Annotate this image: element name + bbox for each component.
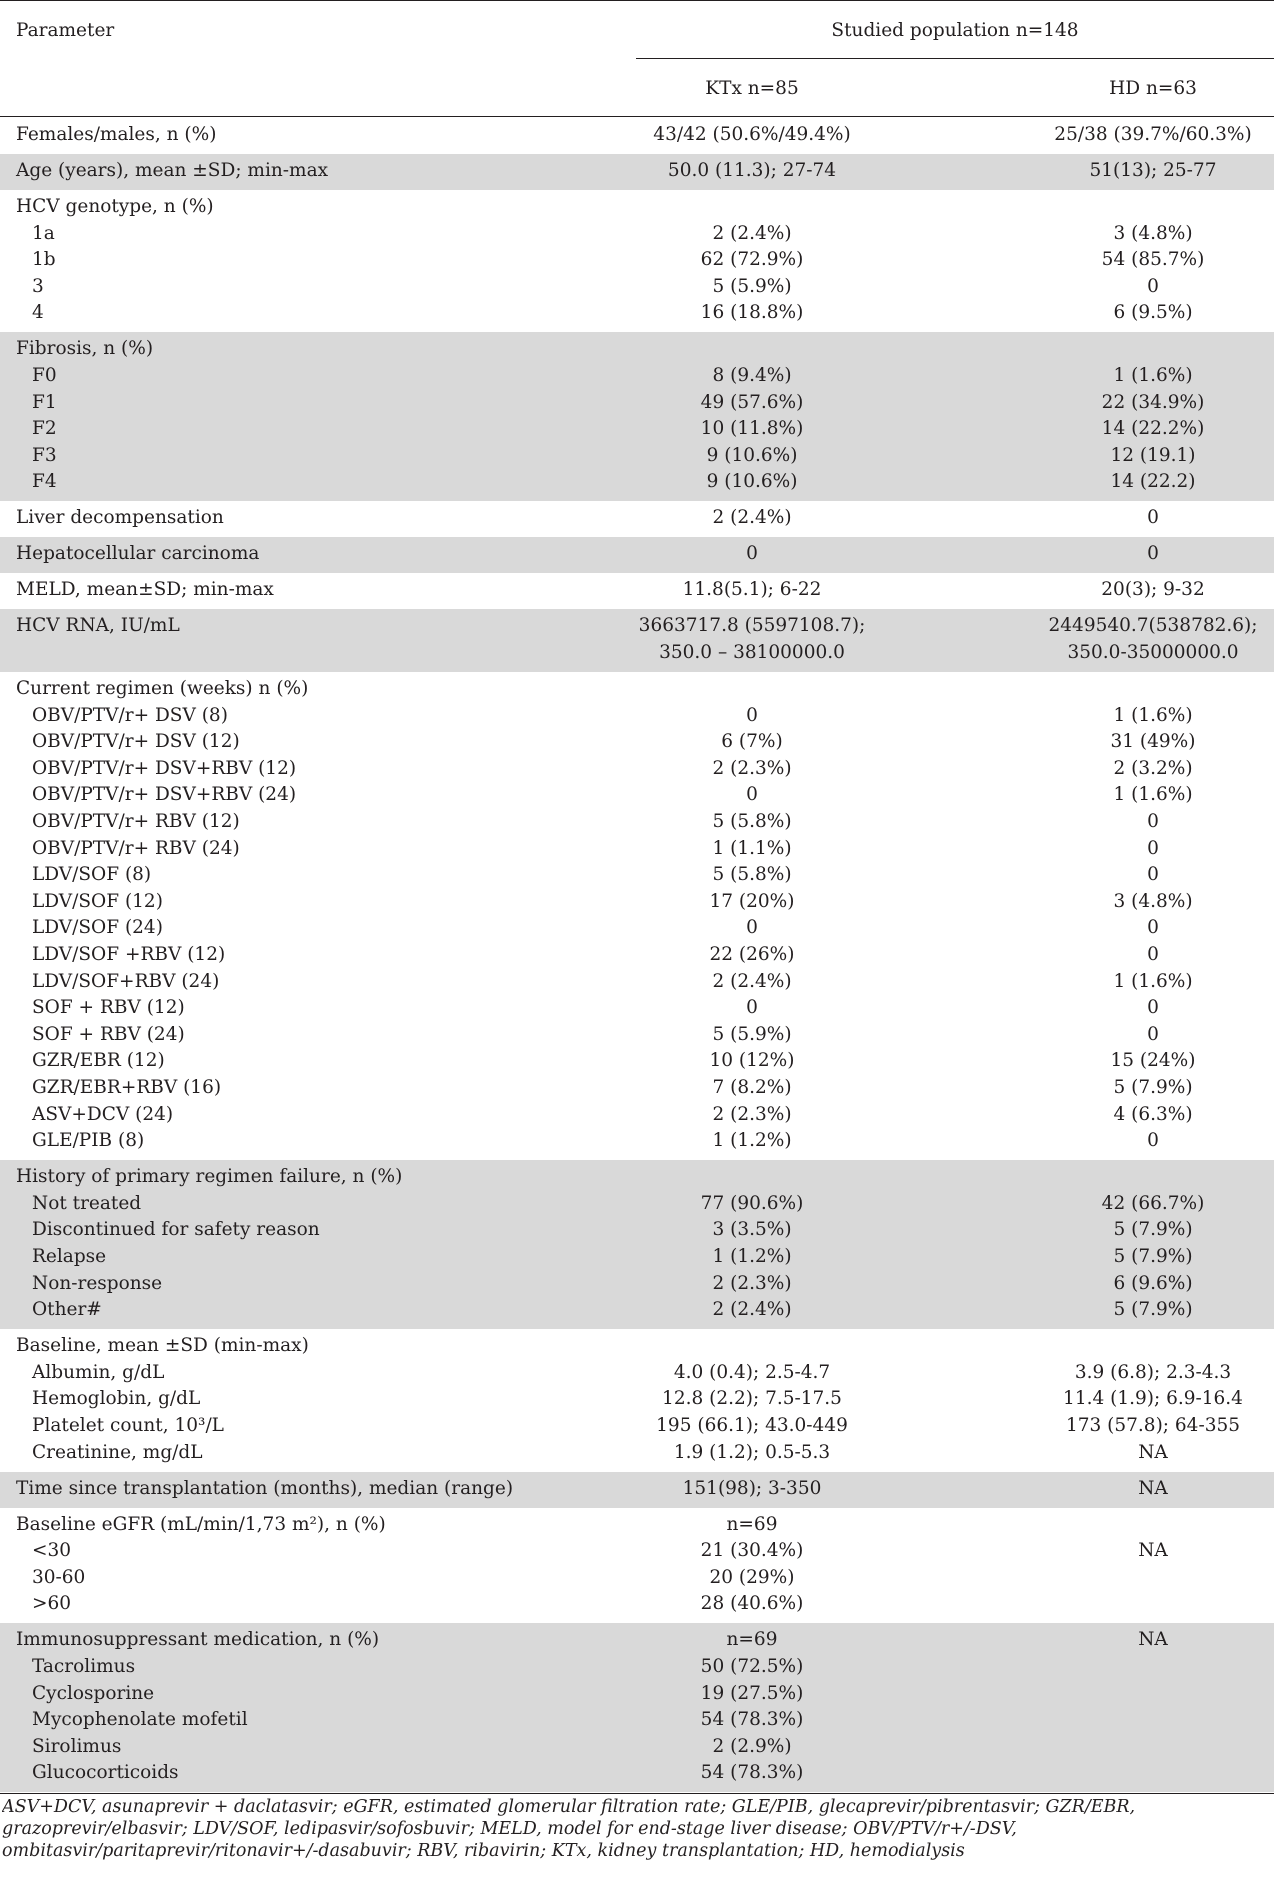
row-label: Non-response [32, 1272, 163, 1294]
hd-value: 0 [1147, 944, 1159, 965]
hd-value: 25/38 (39.7%/60.3%) [1054, 124, 1252, 145]
ktx-value: 28 (40.6%) [700, 1593, 804, 1615]
ktx-value: 17 (20%) [709, 890, 795, 912]
ktx-value: 50 (72.5%) [700, 1656, 804, 1677]
row-label: Liver decompensation [16, 507, 224, 529]
hd-value: 5 (7.9%) [1113, 1246, 1193, 1267]
hd-value: NA [1138, 1629, 1168, 1651]
row-label: Immunosuppressant medication, n (%) [16, 1629, 380, 1651]
ktx-value: 16 (18.8%) [700, 302, 804, 324]
row-label: F4 [32, 471, 57, 493]
studied-population-header: Studied population n=148 [831, 20, 1079, 41]
ktx-value: 2 (2.4%) [712, 507, 792, 529]
row-label: LDV/SOF+RBV (24) [32, 970, 220, 992]
hd-value: 0 [1147, 864, 1159, 886]
row-label: Discontinued for safety reason [32, 1219, 320, 1241]
ktx-value: 62 (72.9%) [700, 249, 804, 271]
ktx-value: 1 (1.2%) [712, 1246, 792, 1267]
hd-value: 54 (85.7%) [1101, 249, 1205, 271]
ktx-value: 5 (5.8%) [712, 864, 792, 886]
hd-value: 22 (34.9%) [1101, 391, 1205, 413]
hd-value: 1 (1.6%) [1113, 970, 1193, 992]
ktx-value: 4.0 (0.4); 2.5-4.7 [673, 1361, 831, 1383]
ktx-value: 3 (3.5%) [712, 1219, 792, 1241]
ktx-header: KTx n=85 [705, 78, 799, 99]
hd-value: 6 (9.6%) [1113, 1272, 1193, 1294]
row-label: F1 [32, 391, 57, 413]
hd-value: NA [1138, 1477, 1168, 1499]
ktx-value: 0 [746, 704, 758, 726]
row-label: Sirolimus [32, 1735, 122, 1757]
hd-value: 0 [1147, 1130, 1159, 1152]
ktx-value: 3663717.8 (5597108.7); [638, 615, 866, 637]
hd-value: 14 (22.2) [1110, 471, 1196, 493]
row-label: Females/males, n (%) [16, 124, 217, 145]
top-rule [0, 0, 1274, 1]
ktx-value: 5 (5.9%) [712, 275, 792, 297]
row-label: Time since transplantation (months), median (range) [16, 1477, 514, 1499]
hd-value: 2449540.7(538782.6); [1048, 615, 1258, 637]
ktx-value: 12.8 (2.2); 7.5-17.5 [662, 1388, 842, 1410]
hd-value: NA [1138, 1540, 1168, 1562]
hd-value: 0 [1147, 811, 1159, 832]
row-label: 3 [32, 275, 44, 297]
hd-value: 2 (3.2%) [1113, 757, 1193, 779]
hd-value: 0 [1147, 917, 1159, 939]
ktx-value: 49 (57.6%) [700, 391, 804, 413]
bottom-rule [0, 1793, 1274, 1794]
hd-value: 3 (4.8%) [1113, 890, 1193, 912]
row-label: OBV/PTV/r+ DSV (12) [32, 731, 240, 753]
row-label: LDV/SOF (24) [32, 917, 163, 939]
ktx-value: 6 (7%) [721, 731, 783, 753]
hd-value: 12 (19.1) [1110, 444, 1196, 466]
ktx-value: 8 (9.4%) [712, 365, 792, 386]
row-label: GZR/EBR (12) [32, 1050, 165, 1072]
row-label: Relapse [32, 1246, 107, 1267]
row-label: LDV/SOF +RBV (12) [32, 944, 226, 965]
row-label: Hepatocellular carcinoma [16, 543, 260, 565]
row-label: Baseline eGFR (mL/min/1,73 m²), n (%) [16, 1513, 386, 1535]
ktx-value: 5 (5.8%) [712, 811, 792, 832]
ktx-value: 2 (2.3%) [712, 757, 792, 779]
ktx-value: 22 (26%) [709, 944, 795, 965]
ktx-value: 1 (1.2%) [712, 1130, 792, 1152]
row-label: LDV/SOF (12) [32, 890, 163, 912]
ktx-value: 54 (78.3%) [700, 1762, 804, 1784]
ktx-value: 10 (11.8%) [700, 418, 804, 440]
hd-value: 0 [1147, 507, 1159, 529]
row-label: 30-60 [32, 1566, 86, 1588]
hd-value: 0 [1147, 275, 1159, 297]
hd-value: 5 (7.9%) [1113, 1219, 1193, 1241]
ktx-value: 0 [746, 784, 758, 806]
ktx-value: 1 (1.1%) [712, 837, 792, 859]
hd-header: HD n=63 [1109, 78, 1197, 99]
hd-value: 20(3); 9-32 [1101, 579, 1205, 601]
row-label: ASV+DCV (24) [32, 1103, 174, 1125]
hd-value: 11.4 (1.9); 6.9-16.4 [1063, 1388, 1243, 1410]
row-label: Age (years), mean ±SD; min-max [16, 160, 329, 181]
table-footnote: ASV+DCV, asunaprevir + daclatasvir; eGFR, estimated glomerular filtration rate; GLE/PIB, glecaprevir/pibrentasvir; GZR/EBR, grazoprevir/elbasvir; LDV/SOF, ledipasvir/sofosbuvir; MELD, model for end-stage liver disease; OBV/PTV/r+/-DSV, ombitasvir/paritaprevir/ritonavir+/-dasabuvir; RBV, ribavirin; KTx, kidney transplantation; HD, hemodialysis [2, 1797, 1136, 1862]
ktx-value: 195 (66.1); 43.0-449 [656, 1415, 848, 1436]
hd-value: 350.0-35000000.0 [1067, 642, 1239, 663]
hd-value: 0 [1147, 997, 1159, 1019]
row-label: SOF + RBV (24) [32, 1023, 185, 1045]
row-label: Creatinine, mg/dL [32, 1441, 203, 1463]
hd-value: 0 [1147, 543, 1159, 565]
row-label: LDV/SOF (8) [32, 864, 152, 886]
ktx-value: 2 (2.4%) [712, 1299, 792, 1321]
row-label: GZR/EBR+RBV (16) [32, 1077, 222, 1098]
row-label: 1b [32, 249, 56, 271]
hd-value: 173 (57.8); 64-355 [1065, 1415, 1241, 1436]
row-label: Baseline, mean ±SD (min-max) [16, 1335, 309, 1357]
row-label: OBV/PTV/r+ DSV+RBV (12) [32, 757, 297, 779]
row-label: F0 [32, 365, 57, 386]
ktx-value: 10 (12%) [709, 1050, 795, 1072]
ktx-value: 0 [746, 543, 758, 565]
hd-value: 6 (9.5%) [1113, 302, 1193, 324]
ktx-value: 54 (78.3%) [700, 1709, 804, 1731]
row-label: Tacrolimus [32, 1656, 136, 1677]
row-label: HCV genotype, n (%) [16, 196, 214, 217]
row-label: GLE/PIB (8) [32, 1130, 145, 1152]
row-label: History of primary regimen failure, n (%) [16, 1166, 403, 1188]
ktx-value: 5 (5.9%) [712, 1023, 792, 1045]
ktx-value: 11.8(5.1); 6-22 [682, 579, 822, 601]
hd-value: 15 (24%) [1110, 1050, 1196, 1072]
ktx-value: 2 (2.4%) [712, 970, 792, 992]
hd-value: 0 [1147, 837, 1159, 859]
hd-value: 5 (7.9%) [1113, 1077, 1193, 1098]
ktx-value: 151(98); 3-350 [682, 1477, 822, 1499]
ktx-value: 21 (30.4%) [700, 1540, 804, 1562]
hd-value: 14 (22.2%) [1101, 418, 1205, 440]
row-label: OBV/PTV/r+ DSV (8) [32, 704, 228, 726]
parameter-header: Parameter [16, 20, 115, 41]
ktx-value: 9 (10.6%) [706, 471, 798, 493]
ktx-value: 1.9 (1.2); 0.5-5.3 [673, 1441, 831, 1463]
ktx-value: n=69 [726, 1629, 778, 1651]
row-label: Other# [32, 1299, 102, 1321]
row-label: SOF + RBV (12) [32, 997, 185, 1019]
ktx-value: 19 (27.5%) [700, 1682, 804, 1704]
header-bottom-rule [0, 116, 1274, 117]
ktx-value: 2 (2.3%) [712, 1272, 792, 1294]
ktx-value: 2 (2.4%) [712, 222, 792, 244]
ktx-value: 50.0 (11.3); 27-74 [667, 160, 837, 181]
ktx-value: 2 (2.9%) [712, 1735, 792, 1757]
row-label: 4 [32, 302, 44, 324]
hd-value: 4 (6.3%) [1113, 1103, 1193, 1125]
ktx-value: 0 [746, 917, 758, 939]
hd-value: 0 [1147, 1023, 1159, 1045]
row-label: Cyclosporine [32, 1682, 155, 1704]
hd-value: 42 (66.7%) [1101, 1192, 1205, 1214]
ktx-value: 77 (90.6%) [700, 1192, 804, 1214]
hd-value: 3.9 (6.8); 2.3-4.3 [1074, 1361, 1232, 1383]
row-label: Mycophenolate mofetil [32, 1709, 248, 1731]
hd-value: 31 (49%) [1110, 731, 1196, 753]
ktx-value: n=69 [726, 1513, 778, 1535]
row-label: Hemoglobin, g/dL [32, 1388, 201, 1410]
table-section [0, 332, 1274, 501]
ktx-value: 20 (29%) [709, 1566, 795, 1588]
hd-value: 1 (1.6%) [1113, 365, 1193, 386]
row-label: MELD, mean±SD; min-max [16, 579, 274, 601]
row-label: 1a [32, 222, 55, 244]
hd-value: 1 (1.6%) [1113, 784, 1193, 806]
ktx-value: 0 [746, 997, 758, 1019]
ktx-value: 350.0 – 38100000.0 [659, 642, 845, 663]
header-sub-rule [636, 58, 1274, 59]
row-label: OBV/PTV/r+ RBV (12) [32, 811, 240, 832]
row-label: Not treated [32, 1192, 142, 1214]
hd-value: 5 (7.9%) [1113, 1299, 1193, 1321]
row-label: Platelet count, 10³/L [32, 1415, 224, 1436]
hd-value: NA [1138, 1441, 1168, 1463]
hd-value: 3 (4.8%) [1113, 222, 1193, 244]
row-label: F3 [32, 444, 57, 466]
row-label: Glucocorticoids [32, 1762, 179, 1784]
ktx-value: 2 (2.3%) [712, 1103, 792, 1125]
row-label: OBV/PTV/r+ DSV+RBV (24) [32, 784, 297, 806]
row-label: Current regimen (weeks) n (%) [16, 678, 309, 699]
row-label: Albumin, g/dL [32, 1361, 165, 1383]
row-label: Fibrosis, n (%) [16, 338, 154, 360]
row-label: HCV RNA, IU/mL [16, 615, 180, 637]
row-label: F2 [32, 418, 57, 440]
ktx-value: 43/42 (50.6%/49.4%) [653, 124, 851, 145]
row-label: >60 [32, 1593, 72, 1615]
ktx-value: 7 (8.2%) [712, 1077, 792, 1098]
ktx-value: 9 (10.6%) [706, 444, 798, 466]
row-label: <30 [32, 1540, 72, 1562]
row-label: OBV/PTV/r+ RBV (24) [32, 837, 240, 859]
hd-value: 51(13); 25-77 [1089, 160, 1217, 181]
hd-value: 1 (1.6%) [1113, 704, 1193, 726]
